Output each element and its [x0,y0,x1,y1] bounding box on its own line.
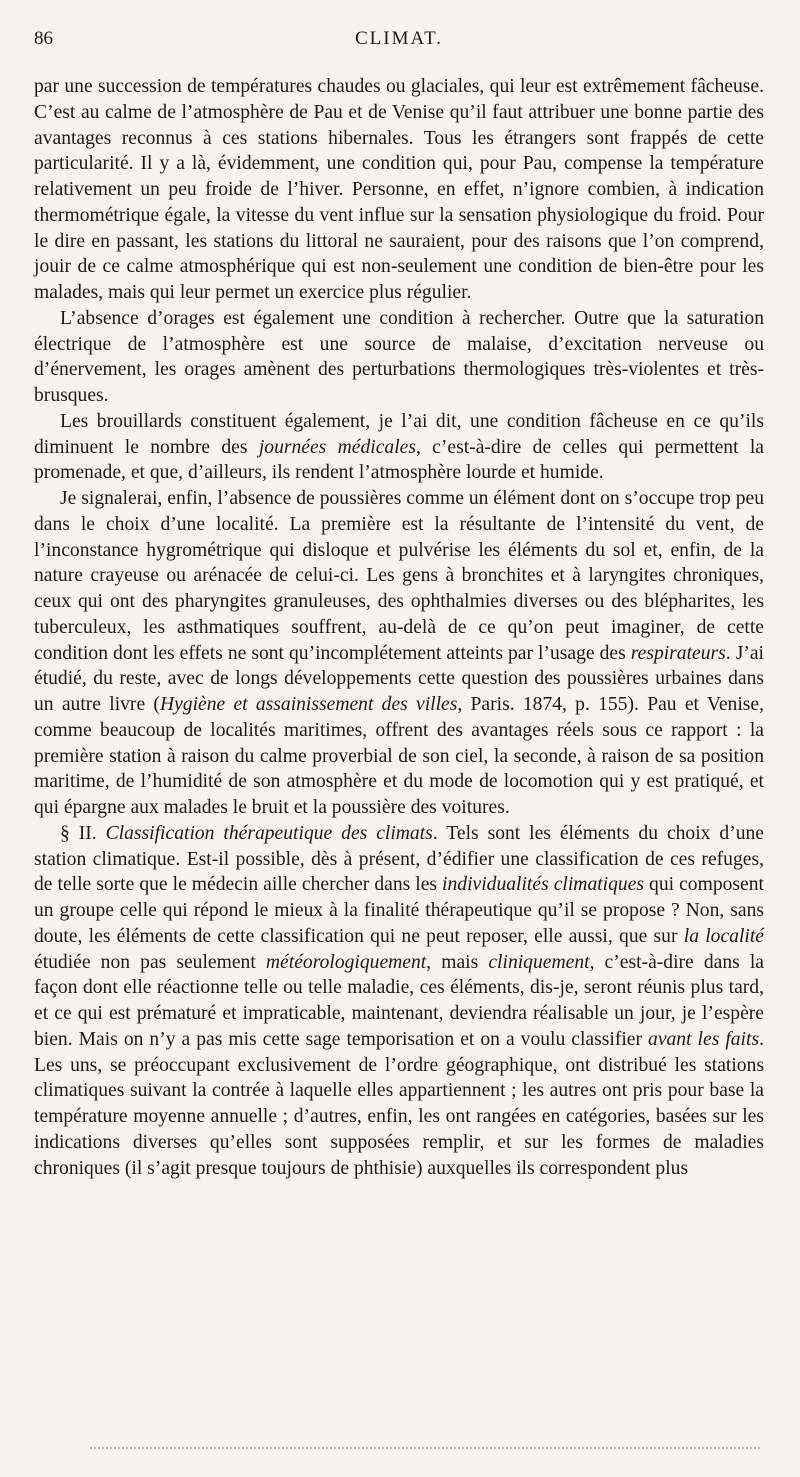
text-run: étudiée non pas seulement [34,951,266,973]
text-run: par une succession de températures chaudes ou glaciales, qui leur est extrêmement fâcheuse. C’est au calme de l’atmosphère de Pau et de Venise qu’il faut attribuer une bonne partie des avantages reconnus à ces stations hibernales. Tous les étrangers sont frappés de cette particularité. Il y a là, évidemment, une condition qui, pour Pau, compense la température relativement un peu froide de l’hiver. Personne, en effet, n’ignore combien, à indication thermométrique égale, la vitesse du vent influe sur la sensation physiologique du froid. Pour le dire en passant, les stations du littoral ne sauraient, pour des raisons que l’on comprend, jouir de ce calme atmosphérique qui est non-seulement une condition de bien-être pour les malades, mais qui leur permet un exercice plus régulier. [34,76,764,303]
paragraph [34,409,764,486]
page-number: 86 [34,28,53,49]
body-text [34,74,764,1181]
paragraph [34,821,764,1182]
text-run: L’absence d’orages est également une condition à rechercher. Outre que la saturation électrique de l’atmosphère est une source de malaise, d’excitation nerveuse ou d’énervement, les orages amènent des perturbations thermologiques très-violentes et très-brusques. [34,307,764,406]
italic-text: respirateurs [630,642,726,664]
italic-text: Hygiène et assainissement des villes [159,694,458,715]
text-run: qui composent un groupe celle qui répond le mieux à la finalité thérapeutique qu’il se propose ? Non, sans doute, les éléments de cette classification qui ne peut reposer, elle aussi, que sur [34,874,764,947]
italic-text: la localité [683,925,764,947]
text-run: , c’est-à-dire de celles qui permettent la promenade, et que, d’ailleurs, ils rendent l’atmosphère lourde et humide. [34,436,764,484]
running-title: CLIMAT. [354,28,444,49]
italic-text: cliniquement [488,951,590,973]
text-run: § II. [60,822,106,844]
italic-text: individualités climatiques [442,874,645,896]
text-run: . Tels sont les éléments du choix d’une station climatique. Est-il possible, dès à présent, d’édifier une classification de ces refuges, de telle sorte que le médecin aille chercher dans les [34,822,765,896]
text-run: , mais [426,951,489,973]
paragraph [34,486,764,821]
text-run: , Paris. 1874, p. 155). Pau et Venise, comme beaucoup de localités maritimes, offrent des avantages réels sous ce rapport : la première station à raison du calme proverbial de son ciel, la seconde, à raison de sa position maritime, de l’humidité de son atmosphère et du mode de locomotion qui y est pratiqué, et qui épargne aux malades le bruit et la poussière des voitures. [34,694,764,818]
running-head [34,28,764,58]
italic-text: journées médicales [258,436,416,458]
text-run: Les brouillards constituent également, je l’ai dit, une condition fâcheuse en ce qu’ils diminuent le nombre des [34,410,764,458]
text-run: . Les uns, se préoccupant exclusivement de l’ordre géographique, ont distribué les stations climatiques suivant la contrée à laquelle elles appartiennent ; les autres ont pris pour base la température moyenne annuelle ; d’autres, enfin, les ont rangées en catégories, basées sur les indications diverses qu’elles sont supposées remplir, et sur les formes de maladies chroniques (il s’agit presque toujours de phthisie) auxquelles ils correspondent plus [34,1028,764,1179]
text-run: . J’ai étudié, du reste, avec de longs développements cette question des poussières urbaines dans un autre livre ( [34,642,764,715]
footer-rule [90,1447,760,1449]
paragraph [34,74,764,306]
text-run: Je signalerai, enfin, l’absence de poussières comme un élément dont on s’occupe trop peu dans le choix d’une localité. La première est la résultante de l’intensité du vent, de l’inconstance hygrométrique qui disloque et pulvérise les éléments du sol et, enfin, de la nature crayeuse ou arénacée de celui-ci. Les gens à bronchites et à laryngites chroniques, ceux qui ont des pharyngites granuleuses, des ophthalmies diverses ou des blépharites, les tuberculeux, les asthmatiques souffrent, au-delà de ce qu’on peut imaginer, de cette condition dont les effets ne sont qu’incomplétement atteints par l’usage des [34,488,764,664]
text-run: , c’est-à-dire dans la façon dont elle réactionne telle ou telle maladie, ces éléments, dis-je, seront réunis plus tard, et ce qui est prématuré et impraticable, maintenant, deviendra réalisable un jour, je l’espère bien. Mais on n’y a pas mis cette sage temporisation et on a voulu classifier [34,951,764,1050]
paragraph [34,306,764,409]
italic-text: Classification thérapeutique des climats [105,822,433,844]
italic-text: météorologiquement [265,951,427,973]
italic-text: avant les faits [648,1028,760,1050]
